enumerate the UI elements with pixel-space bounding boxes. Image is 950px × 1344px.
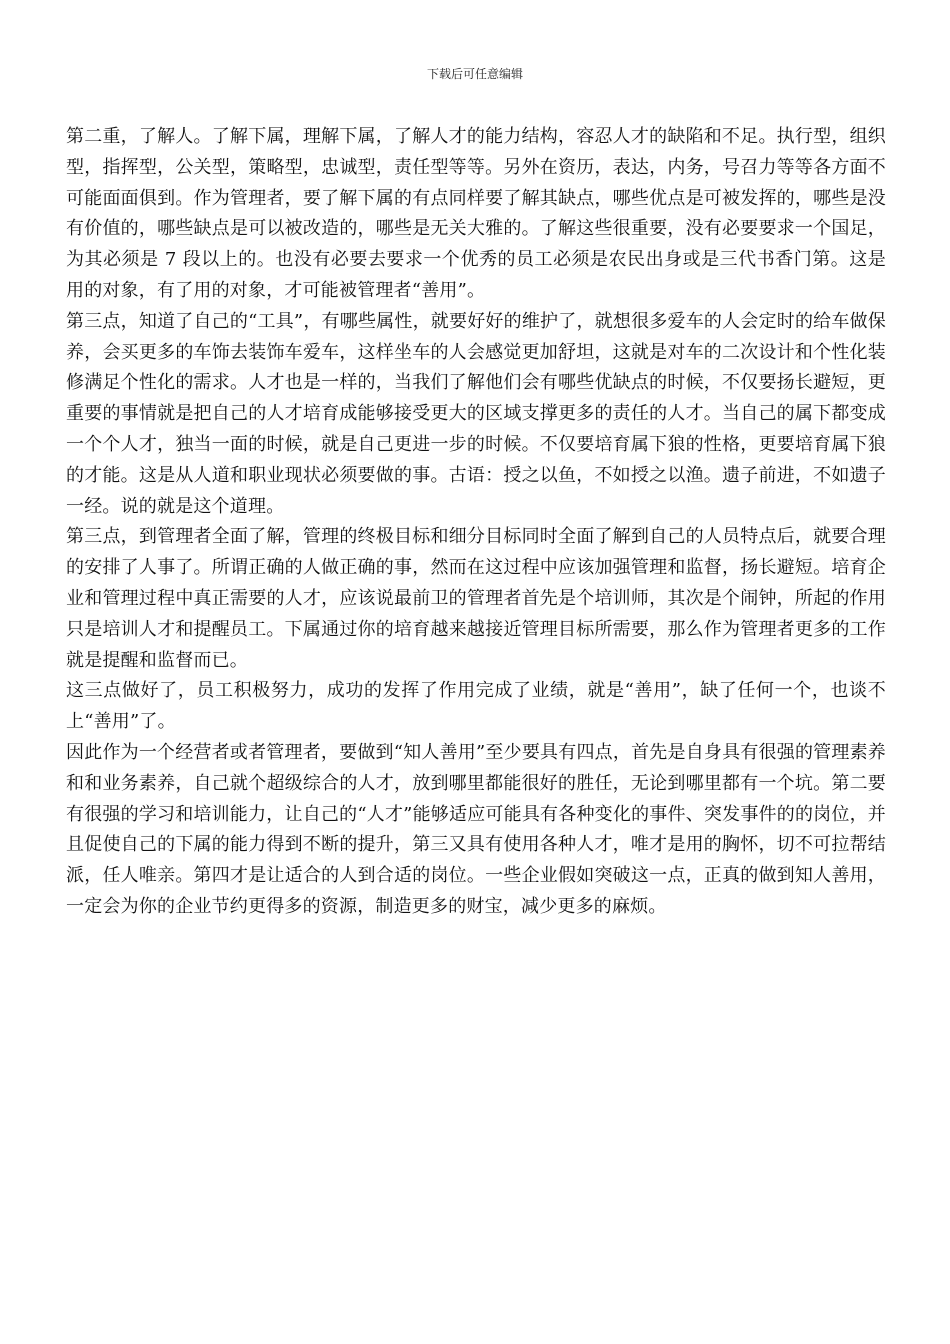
- paragraph-summary: 这三点做好了，员工积极努力，成功的发挥了作用完成了业绩，就是“善用”，缺了任何一个，也谈不上“善用”了。: [66, 680, 886, 733]
- paragraph-conclusion: 因此作为一个经营者或者管理者，要做到“知人善用”至少要具有四点，首先是自身具有很强的管理素养和和业务素养，自己就个超级综合的人才，放到哪里都能很好的胜任，无论到哪里都有一个坑。第二要有很强的学习和培训能力，让自己的“人才”能够适应可能具有各种变化的事件、突发事件的的岗位，并且促使自己的下属的能力得到不断的提升，第三又具有使用各种人才，唯才是用的胸怀，切不可拉帮结派，任人唯亲。第四才是让适合的人到合适的岗位。一些企业假如突破这一点，正真的做到知人善用，一定会为你的企业节约更得多的资源，制造更多的财宝，减少更多的麻烦。: [66, 741, 886, 917]
- paragraph-maintain-tools: 第三点，知道了自己的“工具”，有哪些属性，就要好好的维护了，就想很多爱车的人会定时的给车做保养，会买更多的车饰去装饰车爱车，这样坐车的人会感觉更加舒坦，这就是对车的二次设计和个性化装修满足个性化的需求。人才也是一样的，当我们了解他们会有哪些优缺点的时候，不仅要扬长避短，更重要的事情就是把自己的人才培育成能够接受更大的区域支撑更多的责任的人才。当自己的属下都变成一个个人才，独当一面的时候，就是自己更进一步的时候。不仅要培育属下狼的性格，更要培育属下狼的才能。这是从人道和职业现状必须要做的事。古语：授之以鱼，不如授之以渔。遗子前进，不如遗子一经。说的就是这个道理。: [66, 310, 886, 517]
- paragraph-know-people: 第二重，了解人。了解下属，理解下属，了解人才的能力结构，容忍人才的缺陷和不足。执行型，组织型，指挥型，公关型，策略型，忠诚型，责任型等等。另外在资历，表达，内务，号召力等等各方面不可能面面俱到。作为管理者，要了解下属的有点同样要了解其缺点，哪些优点是可被发挥的，哪些是没有价值的，哪些缺点是可以被改造的，哪些是无关大雅的。了解这些很重要，没有必要要求一个国足，为其必须是 7 段以上的。也没有必要去要求一个优秀的员工必须是农民出身或是三代书香门第。这是用的对象，有了用的对象，才可能被管理者“善用”。: [66, 126, 886, 301]
- document-body: [66, 122, 886, 923]
- paragraph-arrange-personnel: 第三点，到管理者全面了解，管理的终极目标和细分目标同时全面了解到自己的人员特点后，就要合理的安排了人事了。所谓正确的人做正确的事，然而在这过程中应该加强管理和监督，扬长避短。培育企业和管理过程中真正需要的人才，应该说最前卫的管理者首先是个培训师，其次是个闹钟，所起的作用只是培训人才和提醒员工。下属通过你的培育越来越接近管理目标所需要，那么作为管理者更多的工作就是提醒和监督而已。: [66, 526, 886, 671]
- page-header: 下载后可任意编辑: [426, 67, 523, 81]
